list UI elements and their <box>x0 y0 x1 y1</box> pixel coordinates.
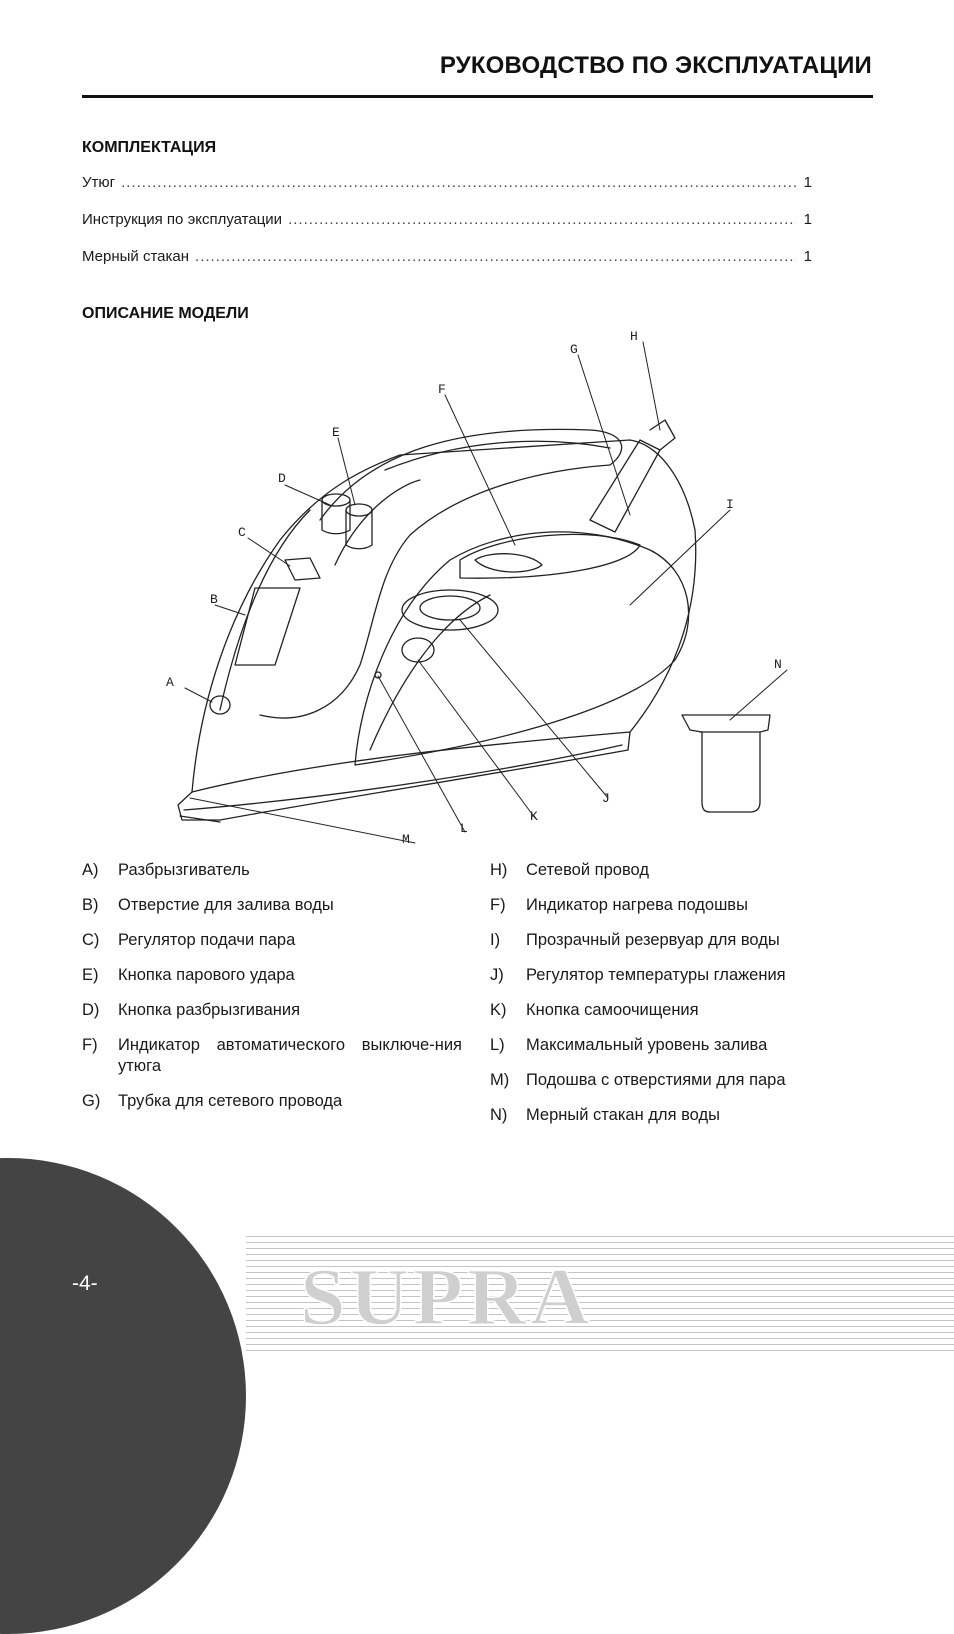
legend-text: Индикатор автоматического выключе-ния утюга <box>118 1036 462 1075</box>
legend-text: Отверстие для залива воды <box>118 896 334 914</box>
diagram-label-f: F <box>438 382 446 397</box>
legend-item <box>82 930 462 951</box>
diagram-label-m: M <box>402 832 410 847</box>
page-number: -4- <box>72 1272 98 1295</box>
legend-item <box>490 1035 870 1056</box>
kit-heading: КОМПЛЕКТАЦИЯ <box>82 139 217 156</box>
legend-item <box>82 860 462 881</box>
brand-logo <box>300 1258 820 1338</box>
kit-item-name: Утюг <box>82 174 116 191</box>
legend-item <box>82 1035 462 1077</box>
cord-guard <box>590 440 660 532</box>
kit-list <box>82 174 812 285</box>
iron-body <box>192 440 696 792</box>
header-divider <box>82 95 873 98</box>
legend-text: Сетевой провод <box>526 861 649 879</box>
kit-item-name: Инструкция по эксплуатации <box>82 211 283 228</box>
measuring-cup <box>682 715 770 812</box>
leader-dots <box>288 211 796 228</box>
legend-key: C) <box>82 931 100 949</box>
legend-item <box>490 860 870 881</box>
heat-indicator <box>475 554 542 572</box>
legend-key: A) <box>82 861 99 879</box>
legend-item <box>82 1091 462 1112</box>
kit-item-qty: 1 <box>803 248 812 265</box>
legend-item <box>490 1105 870 1126</box>
legend-text: Кнопка парового удара <box>118 966 295 984</box>
legend-item <box>490 895 870 916</box>
legend-key: I) <box>490 931 501 949</box>
kit-item-qty: 1 <box>803 174 812 191</box>
legend-text: Мерный стакан для воды <box>526 1106 720 1124</box>
legend-key: M) <box>490 1071 510 1089</box>
diagram-label-k: K <box>530 809 538 824</box>
legend-text: Подошва с отверстиями для пара <box>526 1071 786 1089</box>
legend-key: F) <box>82 1036 98 1054</box>
spray-nozzle <box>210 696 230 714</box>
iron-diagram <box>160 320 800 850</box>
legend-key: N) <box>490 1106 508 1124</box>
legend-key: K) <box>490 1001 507 1019</box>
kit-item-name: Мерный стакан <box>82 248 190 265</box>
kit-item <box>82 248 812 285</box>
legend-text: Индикатор нагрева подошвы <box>526 896 748 914</box>
legend-item <box>490 1000 870 1021</box>
diagram-label-d: D <box>278 471 286 486</box>
kit-item <box>82 174 812 211</box>
legend-text: Максимальный уровень залива <box>526 1036 768 1054</box>
diagram-label-h: H <box>630 329 638 344</box>
legend-item <box>82 1000 462 1021</box>
diagram-label-i: I <box>726 497 734 512</box>
legend-text: Кнопка самоочищения <box>526 1001 699 1019</box>
legend-text: Регулятор температуры глажения <box>526 966 786 984</box>
legend-text: Кнопка разбрызгивания <box>118 1001 301 1019</box>
legend-text: Прозрачный резервуар для воды <box>526 931 780 949</box>
brand-text: SUPRA <box>300 1258 594 1338</box>
diagram-label-b: B <box>210 592 218 607</box>
legend-item <box>490 1070 870 1091</box>
legend-right-column <box>490 860 870 1140</box>
model-heading: ОПИСАНИЕ МОДЕЛИ <box>82 305 249 322</box>
legend-key: D) <box>82 1001 100 1019</box>
page-header-title: РУКОВОДСТВО ПО ЭКСПЛУАТАЦИИ <box>439 52 872 79</box>
leader-dots <box>121 174 796 191</box>
legend-key: B) <box>82 896 99 914</box>
diagram-label-c: C <box>238 525 246 540</box>
legend-key: L) <box>490 1036 505 1054</box>
legend-item <box>490 965 870 986</box>
leader-dots <box>195 248 796 265</box>
diagram-label-a: A <box>166 675 174 690</box>
legend-key: J) <box>490 966 504 984</box>
self-clean-button <box>402 638 434 662</box>
water-tank <box>355 532 689 765</box>
kit-item-qty: 1 <box>803 211 812 228</box>
legend-item <box>82 895 462 916</box>
diagram-label-e: E <box>332 425 340 440</box>
legend-left-column <box>82 860 462 1126</box>
legend-key: F) <box>490 896 506 914</box>
diagram-label-n: N <box>774 657 782 672</box>
legend-key: G) <box>82 1092 101 1110</box>
legend-text: Разбрызгиватель <box>118 861 250 879</box>
diagram-label-g: G <box>570 342 578 357</box>
legend-text: Регулятор подачи пара <box>118 931 296 949</box>
soleplate <box>178 732 630 820</box>
diagram-label-j: J <box>602 791 610 806</box>
legend-key: H) <box>490 861 508 879</box>
steam-regulator <box>285 558 320 580</box>
kit-item <box>82 211 812 248</box>
diagram-label-l: L <box>460 821 468 836</box>
page-corner-circle <box>0 1158 246 1634</box>
legend-item <box>490 930 870 951</box>
legend-item <box>82 965 462 986</box>
legend-text: Трубка для сетевого провода <box>118 1092 343 1110</box>
legend-key: E) <box>82 966 99 984</box>
iron-handle <box>260 429 622 718</box>
